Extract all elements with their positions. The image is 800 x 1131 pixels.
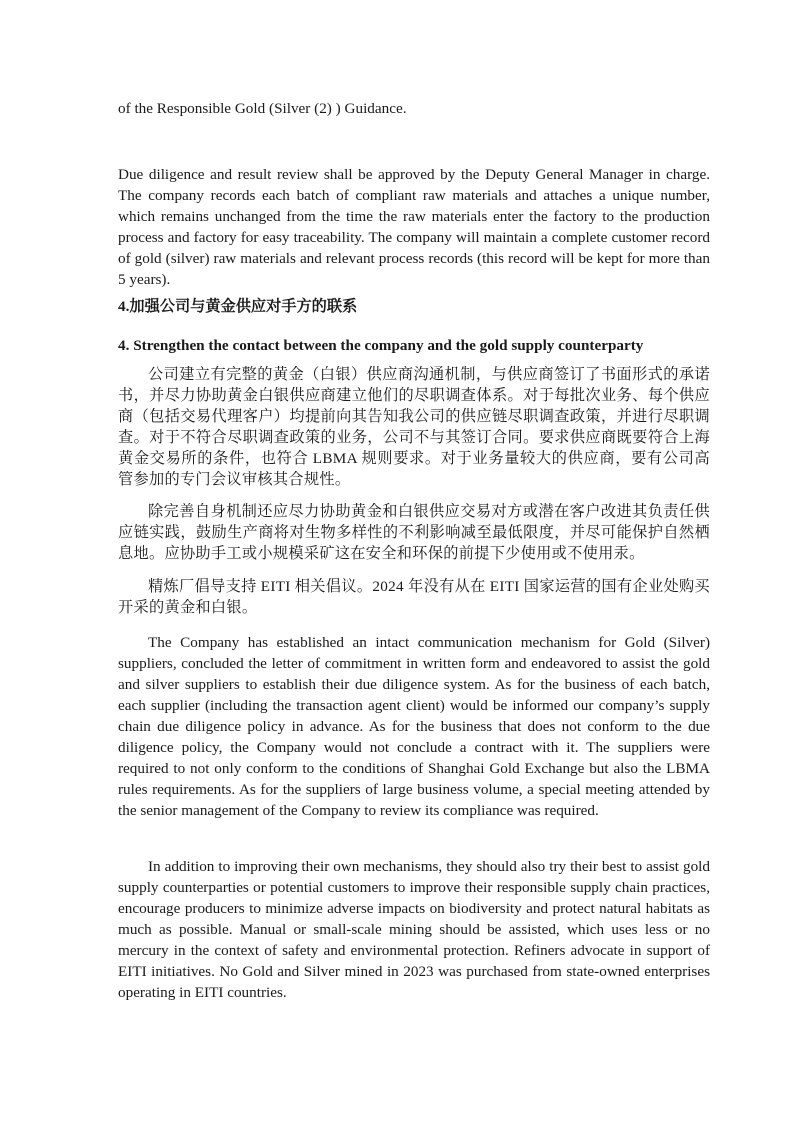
continuation-text: of the Responsible Gold (Silver (2) ) Guidance. (118, 100, 407, 117)
chinese-paragraph-responsible-supply: 除完善自身机制还应尽力协助黄金和白银供应交易对方或潜在客户改进其负责任供应链实践，鼓励生产商将对生物多样性的不利影响减至最低限度，并尽可能保护自然栖息地。应协助手工或小规模采矿这在安全和环保的前提下少使用或不使用汞。 (118, 503, 710, 562)
english-paragraph-responsible-supply: In addition to improving their own mechanisms, they should also try their best to assist gold supply counterparties or potential customers to improve their responsible supply chain practices, encourage producers to minimize adverse impacts on biodiversity and protect natural habitats as much as possible. Manual or small-scale mining should be assisted, which uses less or no mercury in the context of safety and environmental protection. Refiners advocate in support of EITI initiatives. No Gold and Silver mined in 2023 was purchased from state-owned enterprises operating in EITI countries. (118, 858, 710, 1001)
section-heading-english: 4. Strengthen the contact between the company and the gold supply counterparty (118, 337, 644, 354)
section-heading-chinese: 4.加强公司与黄金供应对手方的联系 (118, 298, 358, 315)
chinese-paragraph-communication: 公司建立有完整的黄金（白银）供应商沟通机制，与供应商签订了书面形式的承诺书，并尽力协助黄金白银供应商建立他们的尽职调查体系。对于每批次业务、每个供应商（包括交易代理客户）均提前向其告知我公司的供应链尽职调查政策，并进行尽职调查。对于不符合尽职调查政策的业务，公司不与其签订合同。要求供应商既要符合上海黄金交易所的条件，也符合 LBMA 规则要求。对于业务量较大的供应商，要有公司高管参加的专门会议审核其合规性。 (118, 366, 710, 488)
due-diligence-paragraph: Due diligence and result review shall be approved by the Deputy General Manager in charge. The company records each batch of compliant raw materials and attaches a unique number, which remains unchanged from the time the raw materials enter the factory to the production process and factory for easy traceability. The company will maintain a complete customer record of gold (silver) raw materials and relevant process records (this record will be kept for more than 5 years). (118, 166, 710, 288)
chinese-paragraph-eiti: 精炼厂倡导支持 EITI 相关倡议。2024 年没有从在 EITI 国家运营的国有企业处购买开采的黄金和白银。 (118, 578, 710, 616)
english-paragraph-communication: The Company has established an intact communication mechanism for Gold (Silver) suppliers, concluded the letter of commitment in written form and endeavored to assist the gold and silver suppliers to establish their due diligence system. As for the business of each batch, each supplier (including the transaction agent client) would be informed our company’s supply chain due diligence policy in advance. As for the business that does not conform to the due diligence policy, the Company would not conclude a contract with it. The suppliers were required to not only conform to the conditions of Shanghai Gold Exchange but also the LBMA rules requirements. As for the suppliers of large business volume, a special meeting attended by the senior management of the Company to review its compliance was required. (118, 634, 710, 819)
